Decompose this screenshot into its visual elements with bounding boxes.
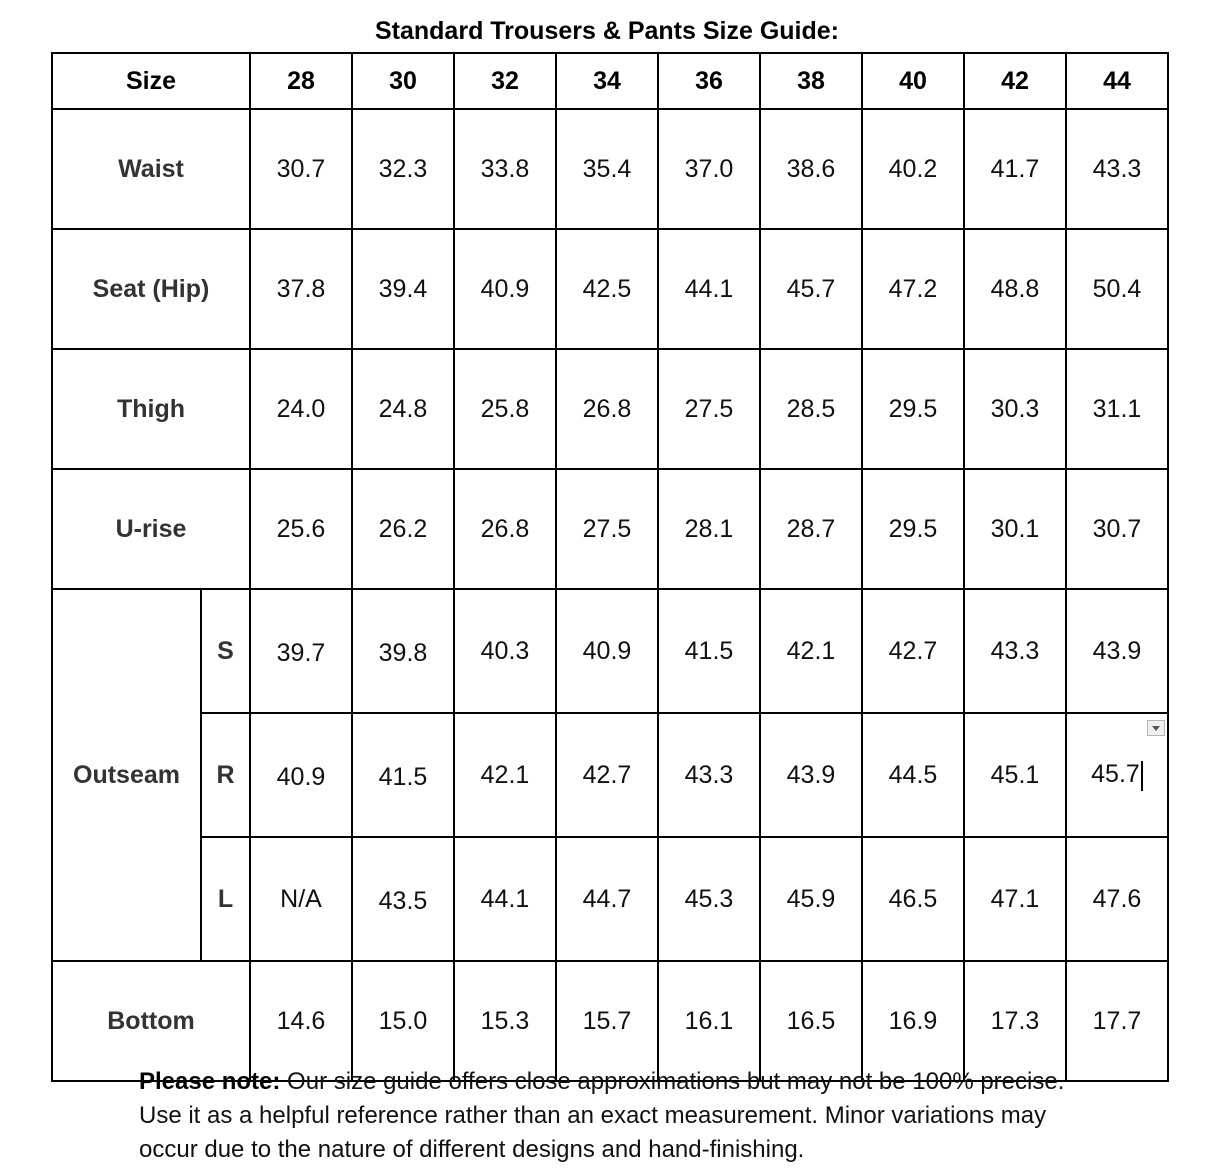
size-guide-table — [51, 52, 1169, 1082]
table-cell[interactable]: N/A — [250, 837, 352, 961]
table-cell[interactable]: 24.0 — [250, 349, 352, 469]
table-cell[interactable]: 41.5 — [658, 589, 760, 713]
table-cell[interactable]: 40.9 — [556, 589, 658, 713]
table-cell[interactable]: 40.2 — [862, 109, 964, 229]
active-cell-value: 45.7 — [1091, 760, 1140, 789]
table-cell[interactable]: 30.3 — [964, 349, 1066, 469]
row-label-outseam: Outseam — [52, 589, 201, 961]
table-cell[interactable]: 42.1 — [760, 589, 862, 713]
table-cell[interactable]: 45.1 — [964, 713, 1066, 837]
table-cell[interactable]: 47.6 — [1066, 837, 1168, 961]
page-title: Standard Trousers & Pants Size Guide: — [374, 17, 839, 45]
table-cell[interactable]: 25.8 — [454, 349, 556, 469]
table-row-bottom — [52, 961, 1168, 1081]
table-row-urise — [52, 469, 1168, 589]
row-label-urise: U-rise — [52, 469, 250, 589]
size-column-header: 36 — [658, 53, 760, 109]
table-cell[interactable]: 42.7 — [556, 713, 658, 837]
table-header-row — [52, 53, 1168, 109]
table-row-outseam-l — [52, 837, 1168, 961]
table-cell[interactable]: 43.3 — [1066, 109, 1168, 229]
table-cell[interactable]: 28.5 — [760, 349, 862, 469]
dropdown-arrow-icon[interactable] — [1147, 720, 1165, 736]
table-cell[interactable]: 44.1 — [658, 229, 760, 349]
row-label-thigh: Thigh — [52, 349, 250, 469]
table-cell[interactable]: 30.7 — [1066, 469, 1168, 589]
table-cell[interactable]: 17.3 — [964, 961, 1066, 1081]
size-column-header: 30 — [352, 53, 454, 109]
table-cell[interactable]: 25.6 — [250, 469, 352, 589]
note-label: Please note: — [139, 1068, 281, 1095]
table-cell[interactable]: 43.3 — [658, 713, 760, 837]
table-cell[interactable]: 41.5 — [352, 713, 454, 837]
disclaimer-note — [139, 1065, 1079, 1167]
size-column-header: 42 — [964, 53, 1066, 109]
table-cell[interactable]: 27.5 — [556, 469, 658, 589]
table-cell[interactable]: 45.9 — [760, 837, 862, 961]
table-cell[interactable]: 16.1 — [658, 961, 760, 1081]
table-cell[interactable]: 28.7 — [760, 469, 862, 589]
row-label-seat: Seat (Hip) — [52, 229, 250, 349]
table-row-waist — [52, 109, 1168, 229]
table-cell[interactable]: 43.3 — [964, 589, 1066, 713]
note-text: Our size guide offers close approximations but may not be 100% precise. Use it as a helpful reference rather than an exact measurement. Minor variations may occur due to the nature of different designs and hand-finishing. — [139, 1068, 1065, 1163]
table-cell[interactable]: 15.3 — [454, 961, 556, 1081]
row-label-bottom: Bottom — [52, 961, 250, 1081]
table-cell[interactable]: 42.7 — [862, 589, 964, 713]
table-cell[interactable]: 39.7 — [250, 589, 352, 713]
table-cell[interactable]: 15.0 — [352, 961, 454, 1081]
table-cell[interactable]: 29.5 — [862, 349, 964, 469]
table-cell[interactable]: 26.8 — [454, 469, 556, 589]
table-cell[interactable]: 43.9 — [760, 713, 862, 837]
table-cell[interactable]: 40.3 — [454, 589, 556, 713]
size-header-cell: Size — [52, 53, 250, 109]
table-cell[interactable]: 42.5 — [556, 229, 658, 349]
size-column-header: 40 — [862, 53, 964, 109]
table-cell[interactable]: 41.7 — [964, 109, 1066, 229]
table-cell[interactable]: 39.8 — [352, 589, 454, 713]
table-cell[interactable]: 32.3 — [352, 109, 454, 229]
table-cell[interactable]: 42.1 — [454, 713, 556, 837]
table-cell[interactable]: 33.8 — [454, 109, 556, 229]
table-cell[interactable]: 26.8 — [556, 349, 658, 469]
size-column-header: 38 — [760, 53, 862, 109]
table-cell[interactable]: 48.8 — [964, 229, 1066, 349]
table-cell[interactable]: 27.5 — [658, 349, 760, 469]
size-column-header: 44 — [1066, 53, 1168, 109]
size-column-header: 28 — [250, 53, 352, 109]
table-row-outseam-s — [52, 589, 1168, 713]
table-cell[interactable]: 47.2 — [862, 229, 964, 349]
table-cell[interactable]: 46.5 — [862, 837, 964, 961]
table-cell[interactable]: 17.7 — [1066, 961, 1168, 1081]
table-cell[interactable]: 45.7 — [760, 229, 862, 349]
table-cell[interactable]: 47.1 — [964, 837, 1066, 961]
table-cell[interactable]: 28.1 — [658, 469, 760, 589]
table-cell[interactable]: 24.8 — [352, 349, 454, 469]
table-cell[interactable]: 30.7 — [250, 109, 352, 229]
table-cell[interactable]: 30.1 — [964, 469, 1066, 589]
size-column-header: 32 — [454, 53, 556, 109]
table-cell[interactable]: 16.9 — [862, 961, 964, 1081]
outseam-sublabel-r: R — [201, 713, 250, 837]
row-label-waist: Waist — [52, 109, 250, 229]
outseam-sublabel-s: S — [201, 589, 250, 713]
table-cell[interactable]: 50.4 — [1066, 229, 1168, 349]
outseam-sublabel-l: L — [201, 837, 250, 961]
table-row-seat — [52, 229, 1168, 349]
table-cell[interactable]: 38.6 — [760, 109, 862, 229]
table-cell[interactable]: 35.4 — [556, 109, 658, 229]
table-row-thigh — [52, 349, 1168, 469]
table-cell[interactable]: 45.3 — [658, 837, 760, 961]
text-cursor — [1141, 761, 1143, 791]
table-cell[interactable]: 44.1 — [454, 837, 556, 961]
table-cell[interactable]: 40.9 — [454, 229, 556, 349]
table-cell[interactable]: 44.5 — [862, 713, 964, 837]
table-cell[interactable]: 14.6 — [250, 961, 352, 1081]
active-table-cell[interactable] — [1066, 713, 1168, 837]
table-cell[interactable]: 43.5 — [352, 837, 454, 961]
table-cell[interactable]: 15.7 — [556, 961, 658, 1081]
table-row-outseam-r — [52, 713, 1168, 837]
table-cell[interactable]: 37.0 — [658, 109, 760, 229]
table-cell[interactable]: 39.4 — [352, 229, 454, 349]
table-cell[interactable]: 29.5 — [862, 469, 964, 589]
table-cell[interactable]: 44.7 — [556, 837, 658, 961]
table-cell[interactable]: 40.9 — [250, 713, 352, 837]
table-cell[interactable]: 37.8 — [250, 229, 352, 349]
table-cell[interactable]: 31.1 — [1066, 349, 1168, 469]
table-cell[interactable]: 43.9 — [1066, 589, 1168, 713]
size-column-header: 34 — [556, 53, 658, 109]
table-cell[interactable]: 26.2 — [352, 469, 454, 589]
table-cell[interactable]: 16.5 — [760, 961, 862, 1081]
